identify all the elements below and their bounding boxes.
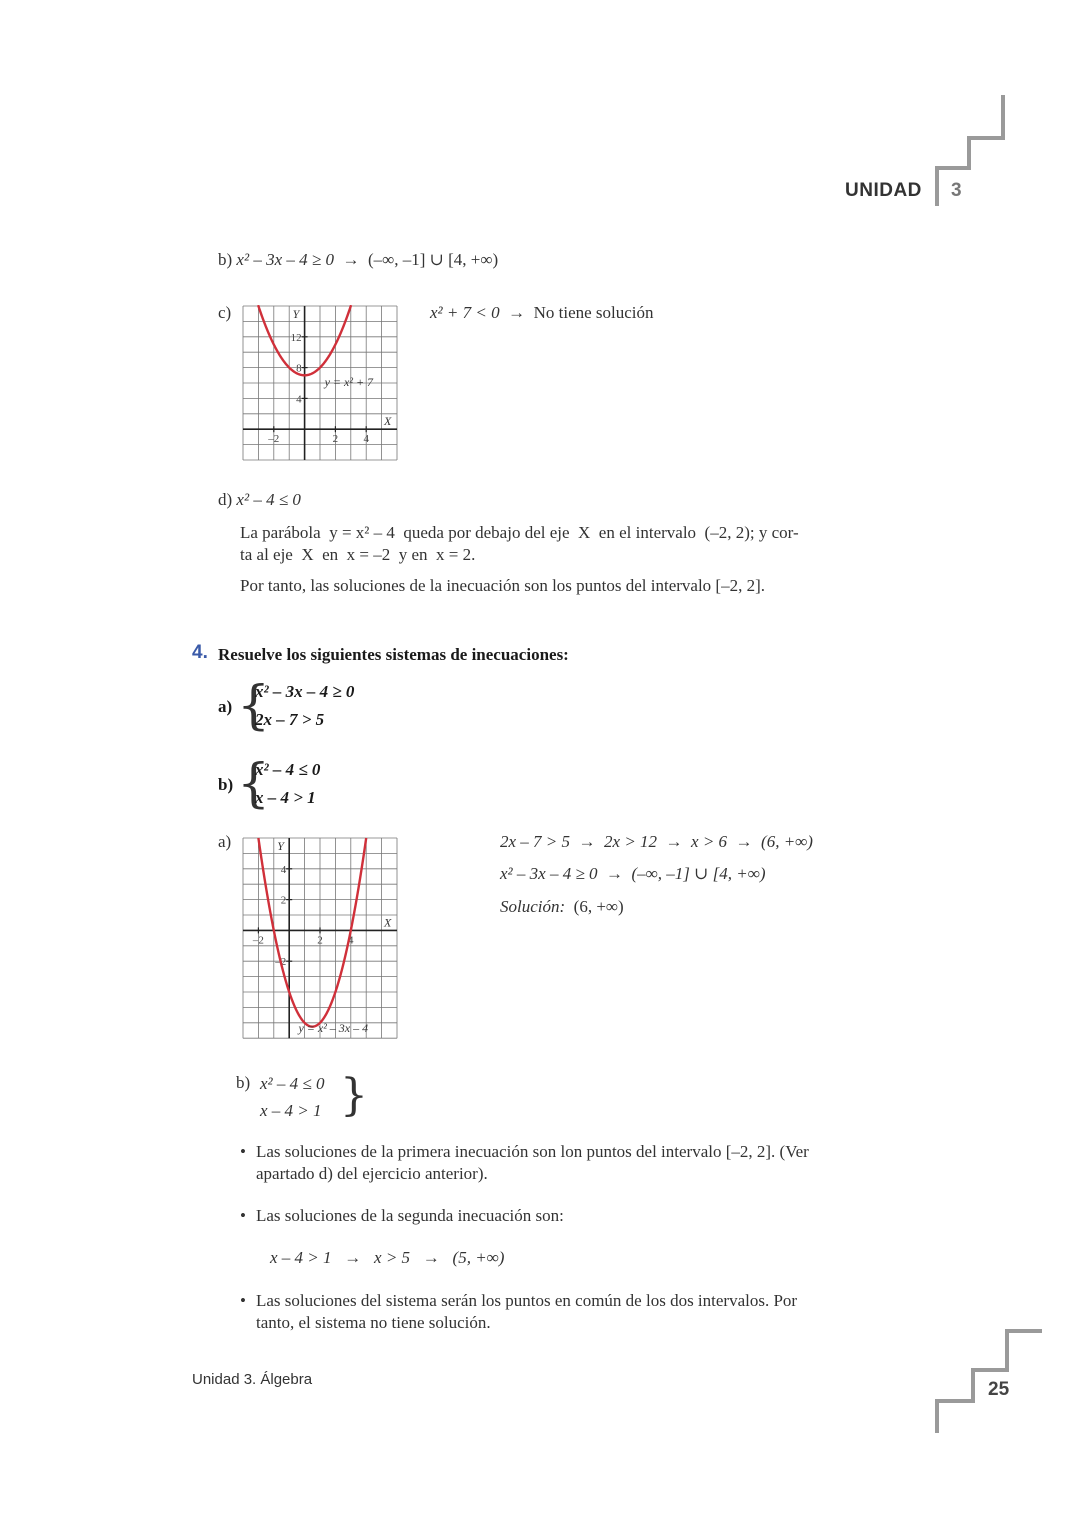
curve-label: y = x² + 7 xyxy=(324,375,374,389)
x-tick-label: –2 xyxy=(268,433,280,446)
x-tick-label: 2 xyxy=(317,934,323,947)
parabola-curve xyxy=(258,838,366,1027)
solution-b-step: x – 4 > 1 → x > 5 → (5, +∞) xyxy=(270,1248,505,1267)
bullet-3-line1: Las soluciones del sistema serán los puntos en común de los dos intervalos. Por xyxy=(256,1291,798,1310)
y-tick-label: 12 xyxy=(290,331,302,344)
part-d-heading xyxy=(218,489,301,511)
x-tick-label: 4 xyxy=(363,433,369,446)
part-c-result: No tiene solución xyxy=(533,303,654,322)
sys-a-eq1: x² – 3x – 4 ≥ 0 xyxy=(255,682,355,701)
graph-c xyxy=(242,305,400,462)
solution-a-label: a) xyxy=(218,832,232,851)
x-axis-label: X xyxy=(384,915,392,930)
y-axis-label: Y xyxy=(292,307,300,321)
sys-b-eq2: x – 4 > 1 xyxy=(255,788,316,807)
sys-b-eq1: x² – 4 ≤ 0 xyxy=(255,760,321,779)
y-axis-label: Y xyxy=(277,839,284,853)
header-step-decoration xyxy=(925,90,1015,210)
part-d-label: d) xyxy=(218,490,233,509)
solution-value: (6, +∞) xyxy=(573,897,624,916)
part-b-solution: (–∞, –1] ∪ [4, +∞) xyxy=(367,250,499,269)
bullet-1-line2: apartado d) del ejercicio anterior). xyxy=(256,1164,488,1183)
bullet-3 xyxy=(240,1290,246,1312)
solution-a-result xyxy=(500,896,624,918)
page-number: 25 xyxy=(988,1379,1010,1400)
part-d-line2: ta al eje X en x = –2 y en x = 2. xyxy=(240,545,476,564)
exercise-number: 4. xyxy=(192,642,208,663)
part-c-label: c) xyxy=(218,303,232,322)
y-tick-label: 2 xyxy=(280,894,287,907)
sys-b-brace: { xyxy=(237,754,271,814)
header-unit-label: UNIDAD xyxy=(845,180,922,201)
sys-b-label: b) xyxy=(218,775,234,794)
x-tick-label: 4 xyxy=(348,934,354,947)
part-c-statement xyxy=(430,302,654,324)
solution-b-eq1: x² – 4 ≤ 0 xyxy=(260,1074,325,1093)
solution-a-line1: 2x – 7 > 5 → 2x > 12 → x > 6 → (6, +∞) xyxy=(500,832,813,851)
bullet-2 xyxy=(240,1205,246,1227)
bullet-symbol: • xyxy=(240,1291,246,1310)
solution-b-label: b) xyxy=(236,1073,251,1092)
y-tick-label: 4 xyxy=(296,393,302,406)
curve-label: y = x² – 3x – 4 xyxy=(298,1020,369,1035)
bullet-symbol: • xyxy=(240,1206,246,1225)
part-b-label: b) xyxy=(218,250,233,269)
header-unit-number: 3 xyxy=(951,180,962,201)
solution-b-brace: } xyxy=(340,1070,368,1121)
y-tick-label: –2 xyxy=(275,956,287,969)
sys-a-brace: { xyxy=(237,676,271,736)
graph-a xyxy=(242,837,400,1040)
x-tick-label: 2 xyxy=(332,433,339,446)
x-tick-label: –2 xyxy=(252,934,264,947)
bullet-symbol: • xyxy=(240,1142,246,1161)
part-b-prev xyxy=(218,249,498,271)
bullet-2-text: Las soluciones de la segunda inecuación son: xyxy=(256,1206,564,1225)
bullet-1 xyxy=(240,1141,246,1163)
arrow: → xyxy=(342,250,360,269)
exercise-title: Resuelve los siguientes sistemas de inecuaciones: xyxy=(218,645,569,664)
sys-a-label: a) xyxy=(218,697,233,716)
sys-a-eq2: 2x – 7 > 5 xyxy=(255,710,325,729)
part-d-inequality: x² – 4 ≤ 0 xyxy=(236,490,301,509)
y-tick-label: 8 xyxy=(296,362,302,375)
x-axis-label: X xyxy=(384,414,392,429)
part-b-inequality: x² – 3x – 4 ≥ 0 xyxy=(236,250,334,269)
arrow: → xyxy=(508,303,526,322)
bullet-3-line2: tanto, el sistema no tiene solución. xyxy=(256,1313,491,1332)
bullet-1-line1: Las soluciones de la primera inecuación son lon puntos del intervalo [–2, 2]. (Ver xyxy=(256,1142,809,1161)
footer-left: Unidad 3. Álgebra xyxy=(192,1371,313,1388)
part-d-line3: Por tanto, las soluciones de la inecuación son los puntos del intervalo [–2, 2]. xyxy=(240,576,766,595)
part-d-line1: La parábola y = x² – 4 queda por debajo del eje X en el intervalo (–2, 2); y cor- xyxy=(240,523,799,542)
solution-b-eq2: x – 4 > 1 xyxy=(260,1101,322,1120)
solution-label: Solución: xyxy=(500,897,566,916)
part-c-inequality: x² + 7 < 0 xyxy=(430,303,500,322)
y-tick-label: 4 xyxy=(280,863,287,876)
solution-a-line2: x² – 3x – 4 ≥ 0 → (–∞, –1] ∪ [4, +∞) xyxy=(500,864,766,883)
